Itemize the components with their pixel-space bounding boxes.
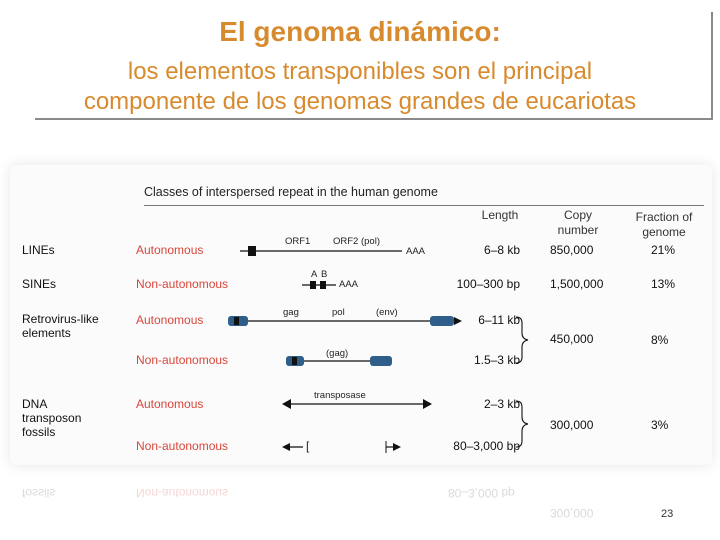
retro-auto-ltr-left-core: [234, 317, 239, 325]
length-sines: 100–300 bp: [456, 277, 520, 291]
type-retro-non-autonomous: Non-autonomous: [136, 353, 229, 367]
row-label-dna-line1: DNA: [22, 397, 48, 411]
reflection-type: Non-autonomous: [136, 486, 229, 500]
fraction-sines: 13%: [651, 277, 676, 291]
copy-retrovirus: 450,000: [550, 332, 594, 346]
fraction-lines: 21%: [651, 243, 676, 257]
type-retro-autonomous: Autonomous: [136, 313, 204, 327]
copy-dna: 300,000: [550, 418, 594, 432]
dna-auto-tir-left: [282, 399, 291, 409]
brace-dna: [516, 401, 528, 447]
row-label-retrovirus-line2: elements: [22, 326, 71, 340]
row-label-retrovirus-line1: Retrovirus-like: [22, 312, 99, 326]
line-element-box: [248, 246, 256, 256]
sine-a-box: [310, 281, 316, 289]
label-orf1: ORF1: [285, 236, 311, 247]
label-gag-paren: (gag): [326, 348, 349, 359]
label-bracket-left: [: [306, 439, 310, 453]
retro-auto-arrow-right: [454, 317, 462, 325]
label-env: (env): [376, 307, 398, 318]
type-dna-non-autonomous: Non-autonomous: [136, 439, 229, 453]
row-label-sines: SINEs: [22, 277, 57, 291]
label-b-box: B: [321, 269, 328, 280]
slide-subtitle-line1: los elementos transponibles son el principal: [127, 58, 593, 85]
type-dna-autonomous: Autonomous: [136, 397, 204, 411]
row-label-lines: LINEs: [22, 243, 55, 257]
label-orf2: ORF2 (pol): [333, 236, 380, 247]
type-lines: Autonomous: [136, 243, 204, 257]
retro-non-ltr-left-core: [292, 357, 297, 365]
label-a-box: A: [311, 269, 318, 280]
copy-sines: 1,500,000: [550, 277, 604, 291]
length-dna-autonomous: 2–3 kb: [483, 397, 520, 411]
reflection-length: 80–3,000 bp: [448, 486, 515, 500]
row-label-dna-line3: fossils: [22, 425, 56, 439]
header-copy-line1: Copy: [563, 208, 592, 222]
length-dna-non-autonomous: 80–3,000 bp: [453, 439, 520, 453]
page-number: 23: [661, 508, 674, 520]
fraction-retrovirus: 8%: [651, 333, 669, 347]
dna-non-tir-left: [282, 443, 290, 451]
header-copy-line2: number: [557, 223, 599, 237]
dna-non-tir-right: [393, 443, 401, 451]
retro-auto-ltr-right: [430, 316, 454, 326]
slide-subtitle-line2: componente de los genomas grandes de eucariotas: [83, 88, 637, 115]
brace-retrovirus: [516, 317, 528, 363]
length-lines: 6–8 kb: [483, 243, 520, 257]
figure-title: Classes of interspersed repeat in the human genome: [144, 185, 438, 199]
row-label-dna-line2: transposon: [22, 411, 82, 425]
sine-b-box: [320, 281, 326, 289]
header-fraction-line1: Fraction of: [635, 210, 693, 224]
dna-auto-tir-right: [423, 399, 432, 409]
type-sines: Non-autonomous: [136, 277, 229, 291]
label-transposase: transposase: [314, 390, 366, 401]
reflection-dna-label: fossils: [22, 486, 56, 500]
retro-non-ltr-right: [370, 356, 392, 366]
label-pol: pol: [332, 307, 345, 318]
reflection-copy: 300,000: [550, 506, 594, 520]
label-aaa-lines: AAA: [406, 246, 426, 257]
length-retro-non-autonomous: 1.5–3 kb: [473, 353, 520, 367]
copy-lines: 850,000: [550, 243, 594, 257]
label-aaa-sines: AAA: [339, 279, 359, 290]
header-fraction-line2: genome: [642, 225, 686, 239]
length-retro-autonomous: 6–11 kb: [478, 313, 520, 327]
slide-title: El genoma dinámico:: [219, 16, 501, 47]
fraction-dna: 3%: [651, 418, 669, 432]
label-gag: gag: [283, 307, 299, 318]
header-length: Length: [481, 208, 519, 222]
